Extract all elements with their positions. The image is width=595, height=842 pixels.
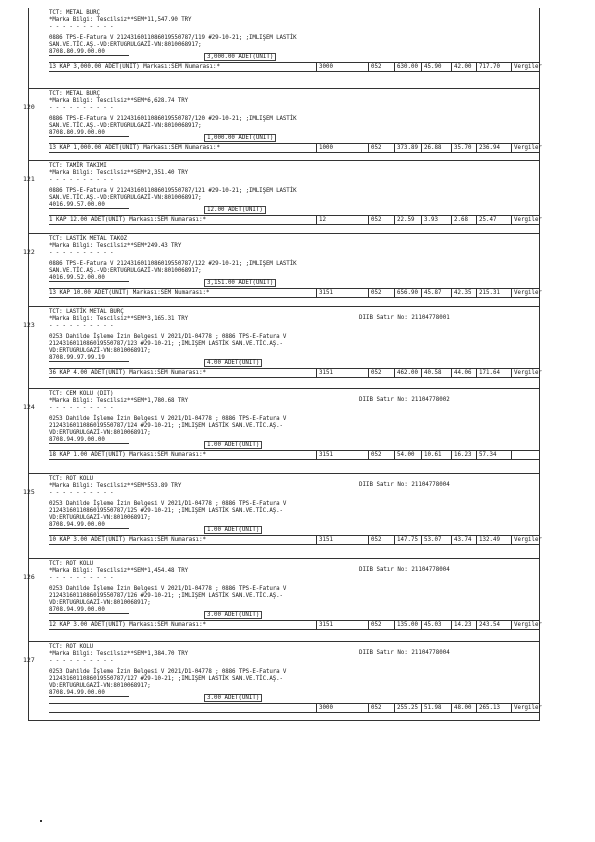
row-cell: 147.75: [397, 537, 418, 543]
item-description-line: 0886 TPS-E-Fatura V 2124316011086019550787/122 #29-10-21; ;IMLIŞEM LASTİK: [49, 261, 297, 267]
item-dashes: - - - - - - - - - -: [49, 24, 114, 30]
tariff-code: 4016.99.52.00.00: [49, 275, 129, 282]
vergiler-label: Vergiler: [514, 64, 542, 70]
row-divider: [368, 289, 369, 297]
item-entry: [23, 641, 542, 720]
row-divider: [511, 704, 512, 712]
row-divider: [511, 451, 512, 459]
item-dashes: - - - - - - - - - -: [49, 490, 114, 496]
row-cell: 630.00: [397, 64, 418, 70]
tariff-code: 8708.94.99.00.00: [49, 437, 129, 444]
item-number: 123: [23, 321, 35, 329]
row-cell: 10 KAP 3.00 ADET(UNIT) Markası:SEM Numarası:*: [49, 537, 207, 543]
row-divider: [394, 289, 395, 297]
item-entry: [23, 88, 542, 161]
row-divider: [451, 536, 452, 544]
row-divider: [451, 451, 452, 459]
tariff-code: 8708.80.99.00.00: [49, 49, 129, 56]
row-divider: [421, 63, 422, 71]
row-divider: [511, 369, 512, 377]
item-description-line: 0253 Dahilde İşleme İzin Belgesi V 2021/D1-04778 ; 0886 TPS-E-Fatura V: [49, 669, 287, 675]
row-cell: 51.98: [424, 705, 442, 711]
item-brand: *Marka Bilgi: Tescilsiz**SEM*249.43 TRY: [49, 243, 182, 249]
row-cell: 132.49: [479, 537, 500, 543]
row-divider: [394, 216, 395, 224]
row-divider: [421, 621, 422, 629]
item-number: 126: [23, 573, 35, 581]
row-cell: 3151: [319, 622, 333, 628]
row-divider: [368, 369, 369, 377]
row-cell: 36 KAP 4.00 ADET(UNIT) Markası:SEM Numarası:*: [49, 370, 207, 376]
row-cell: 052: [371, 452, 382, 458]
row-divider: [421, 216, 422, 224]
item-name: TCT: ROT KOLU: [49, 476, 94, 482]
row-cell: 44.06: [454, 370, 472, 376]
row-cell: 12 KAP 3.00 ADET(UNIT) Markası:SEM Numarası:*: [49, 622, 207, 628]
item-description-line: VD:ERTUGRULGAZİ-VN:8010068917;: [49, 515, 151, 521]
row-divider: [368, 216, 369, 224]
row-cell: 052: [371, 64, 382, 70]
diib-line-note: DIIB Satır No: 21104778004: [359, 650, 450, 656]
row-cell: 26.88: [424, 145, 442, 151]
row-divider: [394, 621, 395, 629]
item-brand: *Marka Bilgi: Tescilsiz**SEM*1,384.70 TRY: [49, 651, 188, 657]
row-divider: [316, 369, 317, 377]
item-name: TCT: METAL BURÇ: [49, 10, 100, 16]
item-name: TCT: TAMİR TAKIMI: [49, 163, 107, 169]
row-cell: 215.31: [479, 290, 500, 296]
row-divider: [476, 451, 477, 459]
row-cell: 3000: [319, 705, 333, 711]
row-divider: [421, 369, 422, 377]
row-divider: [316, 536, 317, 544]
row-cell: 3151: [319, 452, 333, 458]
row-divider: [421, 451, 422, 459]
item-entry: [23, 388, 539, 474]
row-cell: 052: [371, 217, 382, 223]
item-description-line: VD:ERTUGRULGAZİ-VN:8010068917;: [49, 348, 151, 354]
row-divider: [368, 63, 369, 71]
row-cell: 717.70: [479, 64, 500, 70]
item-description-line: 2124316011086019550787/123 #29-10-21; ;IMLIŞEM LASTİK SAN.VE.TİC.AŞ.-: [49, 341, 283, 347]
row-divider: [421, 289, 422, 297]
item-description-line: SAN.VE.TİC.AŞ.-VD:ERTUGRULGAZİ-VN:8010068917;: [49, 123, 202, 129]
item-description-line: 0253 Dahilde İşleme İzin Belgesi V 2021/D1-04778 ; 0886 TPS-E-Fatura V: [49, 501, 287, 507]
row-divider: [394, 451, 395, 459]
row-divider: [511, 216, 512, 224]
package-row: [49, 620, 542, 630]
item-brand: *Marka Bilgi: Tescilsiz**SEM*6,628.74 TRY: [49, 98, 188, 104]
item-number: 127: [23, 656, 35, 664]
row-cell: 13 KAP 1,000.00 ADET(UNIT) Markası:SEM Numarası:*: [49, 145, 221, 151]
row-divider: [476, 144, 477, 152]
item-brand: *Marka Bilgi: Tescilsiz**SEM*1,454.48 TRY: [49, 568, 188, 574]
row-divider: [316, 216, 317, 224]
row-cell: 265.13: [479, 705, 500, 711]
row-divider: [476, 621, 477, 629]
item-description-line: 0886 TPS-E-Fatura V 2124316011086019550787/121 #29-10-21; ;IMLIŞEM LASTİK: [49, 188, 297, 194]
row-cell: 1 KAP 12.00 ADET(UNIT) Markası:SEM Numarası:*: [49, 217, 207, 223]
vergiler-label: Vergiler: [514, 705, 542, 711]
diib-line-note: DIIB Satır No: 21104778002: [359, 397, 450, 403]
item-description-line: VD:ERTUGRULGAZİ-VN:8010068917;: [49, 600, 151, 606]
row-cell: 462.00: [397, 370, 418, 376]
row-divider: [316, 621, 317, 629]
package-row: [49, 62, 542, 72]
row-divider: [421, 704, 422, 712]
row-divider: [368, 144, 369, 152]
item-dashes: - - - - - - - - - -: [49, 405, 114, 411]
row-cell: 43.74: [454, 537, 472, 543]
vergiler-label: Vergiler: [514, 290, 542, 296]
scan-speck: [40, 820, 42, 822]
row-cell: 3151: [319, 537, 333, 543]
tariff-code: 8708.94.99.00.00: [49, 690, 129, 697]
quantity-box: 3.00 ADET(UNIT): [204, 694, 262, 702]
row-cell: 052: [371, 622, 382, 628]
row-divider: [511, 144, 512, 152]
row-divider: [316, 451, 317, 459]
row-cell: 57.34: [479, 452, 497, 458]
row-cell: 14.23: [454, 622, 472, 628]
row-divider: [394, 63, 395, 71]
package-row: [49, 368, 542, 378]
item-description-line: 2124316011086019550787/127 #29-10-21; ;IMLIŞEM LASTİK SAN.VE.TİC.AŞ.-: [49, 676, 283, 682]
item-description-line: SAN.VE.TİC.AŞ.-VD:ERTUGRULGAZİ-VN:8010068917;: [49, 195, 202, 201]
vergiler-label: Vergiler: [514, 217, 542, 223]
item-name: TCT: LASTİK METAL BURÇ: [49, 309, 124, 315]
row-cell: 2.68: [454, 217, 468, 223]
row-divider: [451, 144, 452, 152]
row-cell: 052: [371, 145, 382, 151]
row-cell: 052: [371, 290, 382, 296]
row-cell: 052: [371, 370, 382, 376]
row-cell: 052: [371, 705, 382, 711]
row-divider: [394, 704, 395, 712]
row-cell: 3.93: [424, 217, 438, 223]
row-cell: 45.90: [424, 64, 442, 70]
row-divider: [451, 621, 452, 629]
row-cell: 243.54: [479, 622, 500, 628]
row-divider: [511, 536, 512, 544]
item-dashes: - - - - - - - - - -: [49, 177, 114, 183]
row-cell: 3000: [319, 64, 333, 70]
item-number: 124: [23, 403, 35, 411]
item-number: 122: [23, 248, 35, 256]
row-cell: 171.64: [479, 370, 500, 376]
quantity-box: 1.00 ADET(UNIT): [204, 526, 262, 534]
item-name: TCT: ROT KOLU: [49, 561, 94, 567]
row-divider: [511, 289, 512, 297]
vergiler-label: Vergiler: [514, 370, 542, 376]
item-dashes: - - - - - - - - - -: [49, 323, 114, 329]
item-entry: [23, 558, 542, 642]
row-cell: 48.00: [454, 705, 472, 711]
row-cell: 53.07: [424, 537, 442, 543]
items-frame: [23, 8, 542, 721]
vergiler-label: Vergiler: [514, 145, 542, 151]
vergiler-label: Vergiler: [514, 622, 542, 628]
row-cell: 35.70: [454, 145, 472, 151]
item-description-line: 0886 TPS-E-Fatura V 2124316011086019550787/119 #29-10-21; ;IMLIŞEM LASTİK: [49, 35, 297, 41]
row-cell: 12: [319, 217, 326, 223]
item-entry: [23, 160, 542, 234]
item-dashes: - - - - - - - - - -: [49, 105, 114, 111]
row-cell: 42.00: [454, 64, 472, 70]
item-dashes: - - - - - - - - - -: [49, 658, 114, 664]
item-entry: [23, 473, 542, 559]
row-divider: [316, 144, 317, 152]
row-divider: [476, 536, 477, 544]
row-divider: [476, 216, 477, 224]
row-cell: 16.23: [454, 452, 472, 458]
row-cell: 3151: [319, 290, 333, 296]
row-divider: [451, 289, 452, 297]
row-cell: 052: [371, 537, 382, 543]
quantity-box: 12.00 ADET(UNIT): [204, 206, 266, 214]
item-description-line: 0253 Dahilde İşleme İzin Belgesi V 2021/D1-04778 ; 0886 TPS-E-Fatura V: [49, 586, 287, 592]
item-description-line: 2124316011086019550787/126 #29-10-21; ;IMLIŞEM LASTİK SAN.VE.TİC.AŞ.-: [49, 593, 283, 599]
tariff-code: 8708.80.99.00.00: [49, 130, 129, 137]
row-cell: 13 KAP 3,000.00 ADET(UNIT) Markası:SEM Numarası:*: [49, 64, 221, 70]
row-divider: [421, 144, 422, 152]
row-divider: [476, 63, 477, 71]
item-brand: *Marka Bilgi: Tescilsiz**SEM*553.89 TRY: [49, 483, 182, 489]
row-divider: [451, 704, 452, 712]
package-row: [49, 450, 539, 460]
row-cell: 1000: [319, 145, 333, 151]
quantity-box: 3.00 ADET(UNIT): [204, 611, 262, 619]
row-cell: 3151: [319, 370, 333, 376]
tariff-code: 8708.94.99.00.00: [49, 522, 129, 529]
quantity-box: 3,000.00 ADET(UNIT): [204, 53, 276, 61]
diib-line-note: DIIB Satır No: 21104778004: [359, 567, 450, 573]
item-description-line: 2124316011086019550787/124 #29-10-21; ;IMLIŞEM LASTİK SAN.VE.TİC.AŞ.-: [49, 423, 283, 429]
row-divider: [476, 369, 477, 377]
item-number: 121: [23, 175, 35, 183]
row-divider: [394, 536, 395, 544]
row-divider: [316, 63, 317, 71]
row-cell: 18 KAP 1.00 ADET(UNIT) Markası:SEM Numarası:*: [49, 452, 207, 458]
row-divider: [451, 369, 452, 377]
item-name: TCT: ROT KOLU: [49, 644, 94, 650]
row-divider: [368, 704, 369, 712]
item-description-line: 0253 Dahilde İşleme İzin Belgesi V 2021/D1-04778 ; 0886 TPS-E-Fatura V: [49, 416, 287, 422]
row-divider: [368, 621, 369, 629]
tariff-code: 8708.99.97.99.19: [49, 355, 129, 362]
item-number: 120: [23, 103, 35, 111]
row-divider: [316, 704, 317, 712]
package-row: [49, 288, 542, 298]
row-cell: 45.03: [424, 622, 442, 628]
item-number: 125: [23, 488, 35, 496]
item-description-line: VD:ERTUGRULGAZİ-VN:8010068917;: [49, 430, 151, 436]
item-entry: [29, 8, 542, 88]
item-description-line: VD:ERTUGRULGAZİ-VN:8010068917;: [49, 683, 151, 689]
row-divider: [451, 216, 452, 224]
item-description-line: 0253 Dahilde İşleme İzin Belgesi V 2021/D1-04778 ; 0886 TPS-E-Fatura V: [49, 334, 287, 340]
package-row: [49, 215, 542, 225]
item-name: TCT: LASTİK METAL TAKOZ: [49, 236, 127, 242]
row-cell: 10.61: [424, 452, 442, 458]
item-entry: [23, 233, 542, 307]
row-divider: [394, 144, 395, 152]
package-row: [49, 703, 542, 713]
row-cell: 54.00: [397, 452, 415, 458]
row-divider: [451, 63, 452, 71]
item-description-line: 2124316011086019550787/125 #29-10-21; ;IMLIŞEM LASTİK SAN.VE.TİC.AŞ.-: [49, 508, 283, 514]
package-row: [49, 143, 542, 153]
row-cell: 22.59: [397, 217, 415, 223]
item-entry: [23, 306, 542, 389]
quantity-box: 4.00 ADET(UNIT): [204, 359, 262, 367]
row-cell: 373.89: [397, 145, 418, 151]
item-description-line: 0886 TPS-E-Fatura V 2124316011086019550787/120 #29-10-21; ;IMLIŞEM LASTİK: [49, 116, 297, 122]
row-cell: 42.35: [454, 290, 472, 296]
row-cell: 656.90: [397, 290, 418, 296]
row-divider: [394, 369, 395, 377]
row-divider: [476, 289, 477, 297]
item-description-line: SAN.VE.TİC.AŞ.-VD:ERTUGRULGAZİ-VN:8010068917;: [49, 268, 202, 274]
package-row: [49, 535, 542, 545]
row-divider: [511, 621, 512, 629]
item-description-line: SAN.VE.TİC.AŞ.-VD:ERTUGRULGAZİ-VN:8010068917;: [49, 42, 202, 48]
tariff-code: 4016.99.57.00.00: [49, 202, 129, 209]
item-dashes: - - - - - - - - - -: [49, 575, 114, 581]
row-divider: [368, 536, 369, 544]
row-divider: [368, 451, 369, 459]
item-brand: *Marka Bilgi: Tescilsiz**SEM*1,780.68 TRY: [49, 398, 188, 404]
quantity-box: 1,000.00 ADET(UNIT): [204, 134, 276, 142]
row-cell: 25.47: [479, 217, 497, 223]
row-cell: 45.87: [424, 290, 442, 296]
item-dashes: - - - - - - - - - -: [49, 250, 114, 256]
row-cell: 236.94: [479, 145, 500, 151]
row-cell: 135.00: [397, 622, 418, 628]
item-name: TCT: METAL BURÇ: [49, 91, 100, 97]
tariff-code: 8708.94.99.00.00: [49, 607, 129, 614]
row-divider: [316, 289, 317, 297]
quantity-box: 3,151.00 ADET(UNIT): [204, 279, 276, 287]
item-name: TCT: CEM KOLU (DIT): [49, 391, 114, 397]
item-brand: *Marka Bilgi: Tescilsiz**SEM*11,547.90 TRY: [49, 17, 192, 23]
diib-line-note: DIIB Satır No: 21104778004: [359, 482, 450, 488]
item-brand: *Marka Bilgi: Tescilsiz**SEM*2,351.40 TRY: [49, 170, 188, 176]
diib-line-note: DIIB Satır No: 21104778001: [359, 315, 450, 321]
quantity-box: 1.00 ADET(UNIT): [204, 441, 262, 449]
item-brand: *Marka Bilgi: Tescilsiz**SEM*3,165.31 TRY: [49, 316, 188, 322]
vergiler-label: Vergiler: [514, 537, 542, 543]
row-divider: [476, 704, 477, 712]
row-cell: 255.25: [397, 705, 418, 711]
row-cell: 40.58: [424, 370, 442, 376]
row-divider: [421, 536, 422, 544]
row-divider: [511, 63, 512, 71]
row-cell: 13 KAP 10.00 ADET(UNIT) Markası:SEM Numarası:*: [49, 290, 210, 296]
